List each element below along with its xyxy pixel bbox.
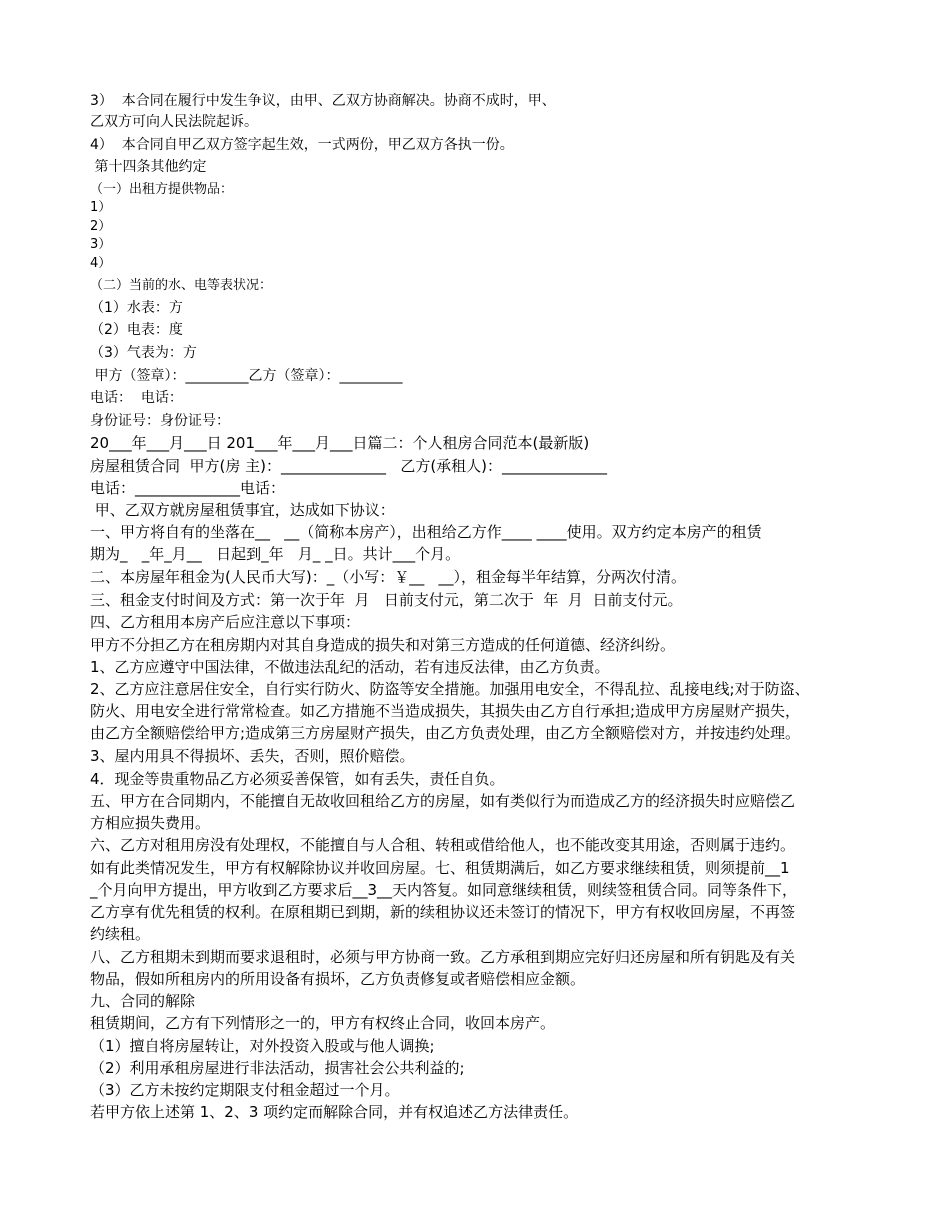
text-line: （3）气表为：方 xyxy=(90,345,197,361)
text-line: （3）乙方未按约定期限支付租金超过一个月。 xyxy=(90,1081,400,1099)
text-line: 一、甲方将自有的坐落在__ __（简称本房产），出租给乙方作____ ____使用。双方约定本房产的租赁 xyxy=(90,523,762,541)
text-line: 3） xyxy=(90,237,112,252)
text-line: 物品，假如所租房内的所用设备有损坏，乙方负责修复或者赔偿相应金额。 xyxy=(90,970,586,988)
text-line: 防火、用电安全进行常常检查。如乙方措施不当造成损失，其损失由乙方自行承担;造成甲方房屋财产损失， xyxy=(90,702,801,720)
text-line: （2）电表：度 xyxy=(90,322,183,338)
text-line: 第十四条其他约定 xyxy=(90,159,207,175)
text-line: 九、合同的解除 xyxy=(90,992,196,1010)
signature-line: 甲方（签章）：_________乙方（签章）：_________ xyxy=(90,368,403,384)
text-line: 4） xyxy=(90,256,112,271)
text-line: 如有此类情况发生，甲方有权解除协议并收回房屋。七、租赁期满后，如乙方要求继续租赁，则须提前__1 xyxy=(90,859,790,877)
text-line: 二、本房屋年租金为(人民币大写)：_（小写：￥__ __），租金每半年结算，分两次付清。 xyxy=(90,568,687,586)
text-line: 身份证号：身份证号： xyxy=(90,413,230,429)
text-line: 约续租。 xyxy=(90,925,151,943)
text-line: 2、乙方应注意居住安全，自行实行防火、防盗等安全措施。加强用电安全，不得乱拉、乱接电线;对于防盗、 xyxy=(90,680,810,698)
text-line: （一）出租方提供物品： xyxy=(90,182,234,197)
text-line: 乙双方可向人民法院起诉。 xyxy=(90,114,258,130)
text-line: 六、乙方对租用房没有处理权，不能擅自与人合租、转租或借给他人，也不能改变其用途，否则属于违约。 xyxy=(90,836,796,854)
text-line: （二）当前的水、电等表状况： xyxy=(90,278,273,293)
text-line: 1） xyxy=(90,200,112,215)
text-line: 甲方不分担乙方在租房期内对其自身造成的损失和对第三方造成的任何道德、经济纠纷。 xyxy=(90,636,676,654)
text-line: 方相应损失费用。 xyxy=(90,814,211,832)
text-line: 20___年___月___日 201___年___月___日篇二：个人租房合同范本(最新版) xyxy=(90,434,590,452)
text-line: （2）利用承租房屋进行非法活动，损害社会公共利益的; xyxy=(90,1059,465,1077)
text-line: 4．现金等贵重物品乙方必须妥善保管，如有丢失，责任自负。 xyxy=(90,770,505,788)
text-line: 甲、乙双方就房屋租赁事宜，达成如下协议： xyxy=(90,501,395,519)
text-line: 2） xyxy=(90,219,112,234)
text-line: 期为_ _年_月__ 日起到_年 月_ _日。共计___个月。 xyxy=(90,545,461,563)
text-line: 租赁期间，乙方有下列情形之一的，甲方有权终止合同，收回本房产。 xyxy=(90,1014,556,1032)
text-line: 电话： 电话： xyxy=(90,390,183,406)
text-line: 1、乙方应遵守中国法律，不做违法乱纪的活动，若有违反法律，由乙方负责。 xyxy=(90,658,610,676)
text-line: 3、屋内用具不得损坏、丢失，否则，照价赔偿。 xyxy=(90,747,415,765)
text-line: 乙方享有优先租赁的权利。在原租期已到期，新的续租协议还未签订的情况下，甲方有权收回房屋，不再签 xyxy=(90,903,796,921)
text-line: _个月向甲方提出，甲方收到乙方要求后__3__天内答复。如同意继续租赁，则续签租赁合同。同等条件下， xyxy=(90,881,798,899)
text-line: 三、租金支付时间及方式：第一次于年 月 日前支付元，第二次于 年 月 日前支付元。 xyxy=(90,591,683,609)
text-line: 五、甲方在合同期内，不能擅自无故收回租给乙方的房屋，如有类似行为而造成乙方的经济损失时应赔偿乙 xyxy=(90,792,796,810)
text-line: 3） 本合同在履行中发生争议，由甲、乙双方协商解决。协商不成时，甲、 xyxy=(90,93,556,109)
contract-title-line: 房屋租赁合同 甲方(房 主)：______________ 乙方(承租人)：______________ xyxy=(90,457,608,475)
text-line: （1）水表：方 xyxy=(90,300,183,316)
text-line: 由乙方全额赔偿给甲方;造成第三方房屋财产损失，由乙方负责处理，由乙方全额赔偿对方，并按违约处理。 xyxy=(90,724,801,742)
text-line: 四、乙方租用本房产后应注意以下事项： xyxy=(90,613,361,631)
text-line: 八、乙方租期未到期而要求退租时，必须与甲方协商一致。乙方承租到期应完好归还房屋和所有钥匙及有关 xyxy=(90,948,796,966)
text-line: 若甲方依上述第 1、2、3 项约定而解除合同，并有权追述乙方法律责任。 xyxy=(90,1103,579,1121)
text-line: 4） 本合同自甲乙双方签字起生效，一式两份，甲乙双方各执一份。 xyxy=(90,137,514,153)
text-line: （1）擅自将房屋转让，对外投资入股或与他人调换; xyxy=(90,1037,435,1055)
text-line: 电话：______________电话： xyxy=(90,479,286,497)
